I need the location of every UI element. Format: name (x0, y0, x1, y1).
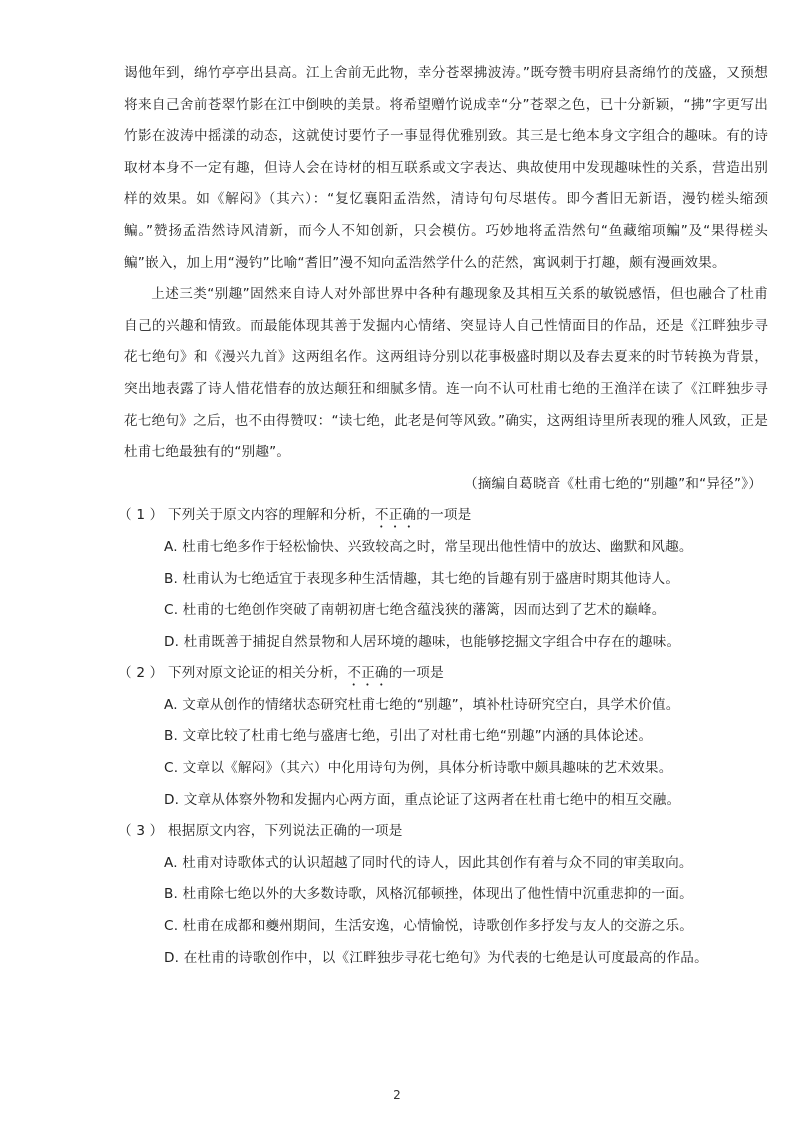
option-c: C. 文章以《解闷》（其六）中化用诗句为例，具体分析诗歌中颇具趣味的艺术效果。 (164, 760, 673, 777)
page-number: 2 (393, 1088, 401, 1102)
option-b: B. 杜甫认为七绝适宜于表现多种生活情趣，其七绝的旨趣有别于盛唐时期其他诗人。 (164, 570, 680, 587)
option-c: C. 杜甫的七绝创作突破了南朝初唐七绝含蕴浅狭的藩篱，因而达到了艺术的巅峰。 (164, 602, 666, 619)
passage-paragraph-2: 上述三类“别趣”固然来自诗人对外部世界中各种有趣现象及其相互关系的敏锐感悟，但也融合了杜甫自己的兴趣和情致。而最能体现其善于发掘内心情绪、突显诗人自己性情面目的作品，还是《江畔独步寻花七绝句》和《漫兴九首》这两组名作。这两组诗分别以花事极盛时期以及春去夏来的时节转换为背景，突出地表露了诗人惜花惜春的放达颠狂和细腻多情。连一向不认可杜甫七绝的王渔洋在读了《江畔独步寻花七绝句》之后，也不由得赞叹：“读七绝，此老是何等风致。”确实，这两组诗里所表现的雅人风致，正是杜甫七绝最独有的“别趣”。 (124, 286, 768, 461)
option-a: A. 杜甫对诗歌体式的认识超越了同时代的诗人，因此其创作有着与众不同的审美取向。 (164, 854, 693, 871)
option-d: D. 文章从体察外物和发掘内心两方面，重点论证了这两者在杜甫七绝中的相互交融。 (164, 791, 681, 808)
option-a: A. 杜甫七绝多作于轻松愉快、兴致较高之时，常呈现出他性情中的放达、幽默和风趣。 (164, 538, 693, 555)
question-3 (118, 816, 768, 974)
question-stem-tail: 的一项是 (388, 665, 444, 682)
question-stem-tail: 的一项是 (416, 507, 472, 524)
option-b: B. 文章比较了杜甫七绝与盛唐七绝，引出了对杜甫七绝“别趣”内涵的具体论述。 (164, 728, 653, 745)
question-stem-text: 根据原文内容，下列说法正确的一项是 (168, 823, 403, 840)
question-number: （ 2 ） (118, 665, 164, 682)
question-number: （ 3 ） (118, 823, 164, 840)
question-stem (118, 658, 768, 690)
question-stem-emphasis: 不正确 (347, 665, 389, 682)
question-1 (118, 500, 768, 658)
option-a: A. 文章从创作的情绪状态研究杜甫七绝的“别趣”，填补杜诗研究空白，具学术价值。 (164, 696, 680, 713)
question-2 (118, 658, 768, 816)
passage-paragraph-1: 谒他年到，绵竹亭亭出县高。江上舍前无此物，幸分苍翠拂波涛。”既夸赞韦明府县斋绵竹的茂盛，又预想将来自己舍前苍翠竹影在江中倒映的美景。将希望赠竹说成幸“分”苍翠之色，已十分新颖，“拂”字更写出竹影在波涛中摇漾的动态，这就使讨要竹子一事显得优雅别致。其三是七绝本身文字组合的趣味。有的诗取材本身不一定有趣，但诗人会在诗材的相互联系或文字表达、典故使用中发现趣味性的关系，营造出别样的效果。如《解闷》（其六）：“复忆襄阳孟浩然，清诗句句尽堪传。即今耆旧无新语，漫钓槎头缩颈鳊。”赞扬孟浩然诗风清新，而今人不知创新，只会模仿。巧妙地将孟浩然句“鱼藏缩项鳊”及“果得槎头鳊”嵌入，加上用“漫钓”比喻“耆旧”漫不知向孟浩然学什么的茫然，寓讽刺于打趣，颇有漫画效果。 (124, 65, 768, 271)
question-stem-emphasis: 不正确 (374, 507, 417, 524)
question-number: （ 1 ） (118, 507, 164, 524)
option-d: D. 杜甫既善于捕捉自然景物和人居环境的趣味，也能够挖掘文字组合中存在的趣味。 (164, 633, 681, 650)
question-stem-text: 下列对原文论证的相关分析， (168, 665, 348, 682)
question-stem-text: 下列关于原文内容的理解和分析， (168, 507, 375, 524)
option-b: B. 杜甫除七绝以外的大多数诗歌，风格沉郁顿挫，体现出了他性情中沉重悲抑的一面。 (164, 886, 693, 903)
option-c: C. 杜甫在成都和夔州期间，生活安逸，心情愉悦，诗歌创作多抒发与友人的交游之乐。 (164, 918, 694, 935)
question-stem (118, 816, 768, 848)
question-stem (118, 500, 768, 532)
option-d: D. 在杜甫的诗歌创作中，以《江畔独步寻花七绝句》为代表的七绝是认可度最高的作品。 (164, 949, 708, 966)
document-body (118, 58, 768, 974)
passage-source: （摘编自葛晓音《杜甫七绝的“别趣”和“异径”》） (463, 475, 762, 492)
